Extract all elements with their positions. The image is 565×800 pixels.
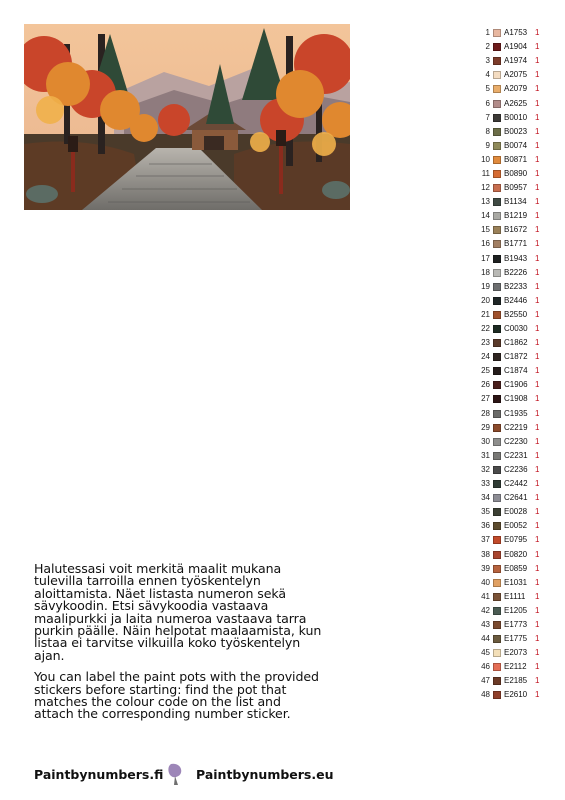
- palette-swatch: [493, 100, 501, 108]
- palette-item-code: E0820: [504, 549, 528, 559]
- palette-item-quantity: 1: [535, 662, 540, 672]
- palette-item-quantity: 1: [535, 112, 540, 122]
- artwork-preview: [24, 24, 350, 210]
- palette-item-quantity: 1: [535, 479, 540, 489]
- palette-swatch: [493, 410, 501, 418]
- palette-item-quantity: 1: [535, 28, 540, 38]
- palette-item-code: E1111: [504, 591, 526, 601]
- palette-item-code: A1753: [504, 28, 528, 38]
- palette-item: [478, 590, 558, 604]
- palette-item-code: A2079: [504, 84, 528, 94]
- palette-swatch: [493, 452, 501, 460]
- palette-item-number: 3: [485, 56, 490, 66]
- palette-item-quantity: 1: [535, 577, 540, 587]
- palette-item: [478, 688, 558, 702]
- palette-item: [478, 533, 558, 547]
- palette-item: [478, 195, 558, 209]
- palette-item-code: E0052: [504, 521, 528, 531]
- palette-item-code: E2185: [504, 676, 528, 686]
- palette-item: [478, 547, 558, 561]
- palette-swatch: [493, 85, 501, 93]
- palette-item-number: 38: [481, 549, 490, 559]
- palette-item: [478, 167, 558, 181]
- palette-item: [478, 82, 558, 96]
- palette-item-quantity: 1: [535, 154, 540, 164]
- palette-swatch: [493, 691, 501, 699]
- palette-item: [478, 252, 558, 266]
- palette-item-quantity: 1: [535, 211, 540, 221]
- palette-item: [478, 519, 558, 533]
- palette-item: [478, 660, 558, 674]
- palette-item: [478, 68, 558, 82]
- palette-swatch: [493, 677, 501, 685]
- palette-item-quantity: 1: [535, 521, 540, 531]
- palette-item-quantity: 1: [535, 549, 540, 559]
- palette-item-quantity: 1: [535, 450, 540, 460]
- palette-item-number: 6: [485, 98, 490, 108]
- palette-item-code: A1904: [504, 42, 528, 52]
- palette-item: [478, 477, 558, 491]
- palette-item-code: C1874: [504, 366, 528, 376]
- palette-swatch: [493, 466, 501, 474]
- palette-item: [478, 266, 558, 280]
- palette-item-number: 23: [481, 338, 490, 348]
- palette-swatch: [493, 494, 501, 502]
- brand-fi: Paintbynumbers.fi: [34, 766, 164, 782]
- palette-item-quantity: 1: [535, 338, 540, 348]
- palette-item-quantity: 1: [535, 493, 540, 503]
- palette-item-code: E0028: [504, 507, 528, 517]
- palette-swatch: [493, 29, 501, 37]
- palette-item-number: 9: [485, 140, 490, 150]
- palette-item-number: 40: [481, 577, 490, 587]
- palette-item: [478, 209, 558, 223]
- palette-item-code: A1974: [504, 56, 528, 66]
- palette-item-quantity: 1: [535, 295, 540, 305]
- palette-swatch: [493, 170, 501, 178]
- palette-swatch: [493, 508, 501, 516]
- palette-item-quantity: 1: [535, 605, 540, 615]
- palette-swatch: [493, 156, 501, 164]
- palette-item-code: C2219: [504, 422, 528, 432]
- palette-item-quantity: 1: [535, 197, 540, 207]
- palette-item-number: 4: [485, 70, 490, 80]
- palette-item-quantity: 1: [535, 464, 540, 474]
- palette-swatch: [493, 438, 501, 446]
- palette-swatch: [493, 565, 501, 573]
- palette-item-quantity: 1: [535, 535, 540, 545]
- palette-item-code: B1672: [504, 225, 528, 235]
- palette-item-number: 18: [481, 267, 490, 277]
- palette-swatch: [493, 297, 501, 305]
- palette-item-number: 22: [481, 324, 490, 334]
- palette-item-code: B0074: [504, 140, 528, 150]
- palette-item: [478, 96, 558, 110]
- palette-item: [478, 604, 558, 618]
- palette-item: [478, 674, 558, 688]
- palette-swatch: [493, 593, 501, 601]
- palette-item-code: B0010: [504, 112, 528, 122]
- palette-swatch: [493, 269, 501, 277]
- palette-item-number: 28: [481, 408, 490, 418]
- palette-item-number: 34: [481, 493, 490, 503]
- palette-item-quantity: 1: [535, 352, 540, 362]
- palette-item-quantity: 1: [535, 309, 540, 319]
- palette-item-number: 12: [481, 183, 490, 193]
- palette-swatch: [493, 522, 501, 530]
- palette-item: [478, 111, 558, 125]
- palette-swatch: [493, 635, 501, 643]
- palette-item-quantity: 1: [535, 507, 540, 517]
- palette-item: [478, 308, 558, 322]
- palette-item-code: E2112: [504, 662, 527, 672]
- palette-item-quantity: 1: [535, 324, 540, 334]
- palette-item-code: B1134: [504, 197, 527, 207]
- palette-swatch: [493, 325, 501, 333]
- palette-item-code: B0871: [504, 154, 528, 164]
- palette-item-number: 41: [481, 591, 490, 601]
- instructions-en: You can label the paint pots with the provided stickers before starting: find the pot that matches the colour code on the list and attach the corresponding number sticker.: [34, 669, 319, 722]
- palette-swatch: [493, 339, 501, 347]
- palette-item-number: 32: [481, 464, 490, 474]
- palette-item-number: 21: [481, 309, 490, 319]
- palette-item-code: C2230: [504, 436, 528, 446]
- palette-item-number: 42: [481, 605, 490, 615]
- palette-item-number: 11: [481, 168, 490, 178]
- palette-item-code: B0890: [504, 168, 528, 178]
- palette-item-quantity: 1: [535, 70, 540, 80]
- palette-item: [478, 562, 558, 576]
- palette-item: [478, 280, 558, 294]
- palette-item-number: 33: [481, 479, 490, 489]
- palette-item-number: 15: [481, 225, 490, 235]
- palette-item-number: 20: [481, 295, 490, 305]
- palette-item: [478, 449, 558, 463]
- palette-item-quantity: 1: [535, 140, 540, 150]
- palette-item-code: C1906: [504, 380, 528, 390]
- palette-item-number: 44: [481, 634, 490, 644]
- palette-item-code: B1219: [504, 211, 528, 221]
- palette-item-number: 14: [481, 211, 490, 221]
- palette-item-quantity: 1: [535, 168, 540, 178]
- palette-swatch: [493, 43, 501, 51]
- palette-item-quantity: 1: [535, 267, 540, 277]
- palette-swatch: [493, 579, 501, 587]
- palette-swatch: [493, 57, 501, 65]
- palette-swatch: [493, 621, 501, 629]
- palette-swatch: [493, 536, 501, 544]
- palette-item-number: 39: [481, 563, 490, 573]
- palette-item: [478, 364, 558, 378]
- palette-swatch: [493, 381, 501, 389]
- palette-item: [478, 491, 558, 505]
- palette-item: [478, 421, 558, 435]
- palette-item: [478, 40, 558, 54]
- palette-item-code: E1773: [504, 619, 528, 629]
- palette-item-quantity: 1: [535, 42, 540, 52]
- palette-item-quantity: 1: [535, 183, 540, 193]
- palette-item: [478, 350, 558, 364]
- palette-item-code: E0795: [504, 535, 528, 545]
- palette-swatch: [493, 142, 501, 150]
- palette-swatch: [493, 395, 501, 403]
- palette-swatch: [493, 226, 501, 234]
- palette-swatch: [493, 649, 501, 657]
- palette-item: [478, 618, 558, 632]
- palette-item: [478, 407, 558, 421]
- palette-item: [478, 153, 558, 167]
- palette-item: [478, 322, 558, 336]
- palette-swatch: [493, 607, 501, 615]
- palette-swatch: [493, 663, 501, 671]
- palette-swatch: [493, 114, 501, 122]
- palette-item-number: 30: [481, 436, 490, 446]
- palette-item-number: 26: [481, 380, 490, 390]
- palette-item-number: 19: [481, 281, 490, 291]
- palette-item-code: B2226: [504, 267, 528, 277]
- palette-item-code: B2233: [504, 281, 528, 291]
- palette-item-code: C1862: [504, 338, 528, 348]
- palette-item: [478, 139, 558, 153]
- palette-item-code: C1935: [504, 408, 528, 418]
- instructions-fi: Halutessasi voit merkitä maalit mukana tulevilla tarroilla ennen työskentelyn aloittamista. Näet listasta numeron sekä sävykoodin. Etsi sävykoodia vastaava maalipurkki ja laita numeroa vastaava tarra purkin päälle. Näin helpotat maalaamista, kun listaa ei tarvitse vilkuilla koko työskentelyn ajan.: [34, 561, 322, 663]
- palette-item: [478, 392, 558, 406]
- autumn-temple-path-painting: [24, 24, 350, 210]
- palette-item-number: 31: [481, 450, 490, 460]
- palette-item-number: 45: [481, 648, 490, 658]
- palette-swatch: [493, 212, 501, 220]
- palette-item: [478, 435, 558, 449]
- palette-item-number: 1: [485, 28, 490, 38]
- palette-item-code: E0859: [504, 563, 528, 573]
- instructions: [34, 563, 324, 730]
- palette-item-quantity: 1: [535, 98, 540, 108]
- palette-item: [478, 223, 558, 237]
- palette-item-quantity: 1: [535, 591, 540, 601]
- palette-item-quantity: 1: [535, 422, 540, 432]
- palette-swatch: [493, 367, 501, 375]
- palette-item-number: 2: [485, 42, 490, 52]
- palette-item-number: 46: [481, 662, 490, 672]
- palette-item-number: 29: [481, 422, 490, 432]
- palette-item-code: C0030: [504, 324, 528, 334]
- palette-swatch: [493, 71, 501, 79]
- palette-item: [478, 576, 558, 590]
- palette-item-code: B1943: [504, 253, 528, 263]
- brush-logo-icon: [164, 762, 188, 786]
- palette-item-number: 27: [481, 394, 490, 404]
- palette-item-code: E1031: [504, 577, 528, 587]
- palette-item-quantity: 1: [535, 690, 540, 700]
- palette-item-code: C2236: [504, 464, 528, 474]
- brand-eu: Paintbynumbers.eu: [196, 766, 334, 782]
- palette-item-quantity: 1: [535, 394, 540, 404]
- palette-item-number: 37: [481, 535, 490, 545]
- palette-item: [478, 54, 558, 68]
- palette-swatch: [493, 283, 501, 291]
- palette-item-quantity: 1: [535, 239, 540, 249]
- palette-item-code: B0023: [504, 126, 528, 136]
- palette-item-code: A2625: [504, 98, 528, 108]
- palette-item-number: 24: [481, 352, 490, 362]
- palette-item-number: 43: [481, 619, 490, 629]
- palette-item: [478, 505, 558, 519]
- palette-item-quantity: 1: [535, 126, 540, 136]
- palette-item-number: 17: [481, 253, 490, 263]
- colour-palette-list: [478, 26, 558, 703]
- palette-item-quantity: 1: [535, 84, 540, 94]
- palette-item-number: 48: [481, 690, 490, 700]
- palette-swatch: [493, 311, 501, 319]
- palette-item-number: 35: [481, 507, 490, 517]
- palette-item-number: 10: [481, 154, 490, 164]
- palette-item: [478, 125, 558, 139]
- palette-item-quantity: 1: [535, 253, 540, 263]
- palette-item-quantity: 1: [535, 619, 540, 629]
- palette-swatch: [493, 424, 501, 432]
- palette-swatch: [493, 128, 501, 136]
- palette-item: [478, 294, 558, 308]
- palette-item-code: B1771: [504, 239, 528, 249]
- palette-item-code: E2610: [504, 690, 528, 700]
- palette-item-number: 16: [481, 239, 490, 249]
- palette-item-code: A2075: [504, 70, 528, 80]
- palette-swatch: [493, 480, 501, 488]
- palette-item: [478, 237, 558, 251]
- palette-swatch: [493, 198, 501, 206]
- palette-item: [478, 26, 558, 40]
- palette-item: [478, 632, 558, 646]
- palette-item-number: 7: [485, 112, 490, 122]
- palette-item-quantity: 1: [535, 366, 540, 376]
- palette-item-number: 47: [481, 676, 490, 686]
- footer: [34, 762, 354, 786]
- palette-item-number: 8: [485, 126, 490, 136]
- palette-item-code: B0957: [504, 183, 528, 193]
- palette-item: [478, 646, 558, 660]
- palette-item-quantity: 1: [535, 436, 540, 446]
- palette-item: [478, 181, 558, 195]
- palette-item-code: E2073: [504, 648, 528, 658]
- palette-item: [478, 378, 558, 392]
- palette-swatch: [493, 240, 501, 248]
- palette-item-code: B2446: [504, 295, 528, 305]
- palette-item-code: C1908: [504, 394, 528, 404]
- palette-item-code: C2231: [504, 450, 528, 460]
- palette-swatch: [493, 184, 501, 192]
- palette-item-quantity: 1: [535, 648, 540, 658]
- palette-item: [478, 336, 558, 350]
- palette-item-number: 36: [481, 521, 490, 531]
- palette-item-quantity: 1: [535, 380, 540, 390]
- palette-item: [478, 463, 558, 477]
- palette-swatch: [493, 255, 501, 263]
- palette-item-number: 5: [485, 84, 490, 94]
- palette-item-number: 25: [481, 366, 490, 376]
- palette-item-quantity: 1: [535, 563, 540, 573]
- palette-swatch: [493, 551, 501, 559]
- palette-item-quantity: 1: [535, 676, 540, 686]
- palette-item-quantity: 1: [535, 56, 540, 66]
- palette-item-code: C1872: [504, 352, 528, 362]
- palette-item-code: C2442: [504, 479, 528, 489]
- palette-item-quantity: 1: [535, 225, 540, 235]
- palette-swatch: [493, 353, 501, 361]
- palette-item-code: C2641: [504, 493, 528, 503]
- palette-item-quantity: 1: [535, 408, 540, 418]
- palette-item-code: E1205: [504, 605, 528, 615]
- palette-item-number: 13: [481, 197, 490, 207]
- palette-item-code: E1775: [504, 634, 528, 644]
- palette-item-quantity: 1: [535, 634, 540, 644]
- palette-item-quantity: 1: [535, 281, 540, 291]
- palette-item-code: B2550: [504, 309, 528, 319]
